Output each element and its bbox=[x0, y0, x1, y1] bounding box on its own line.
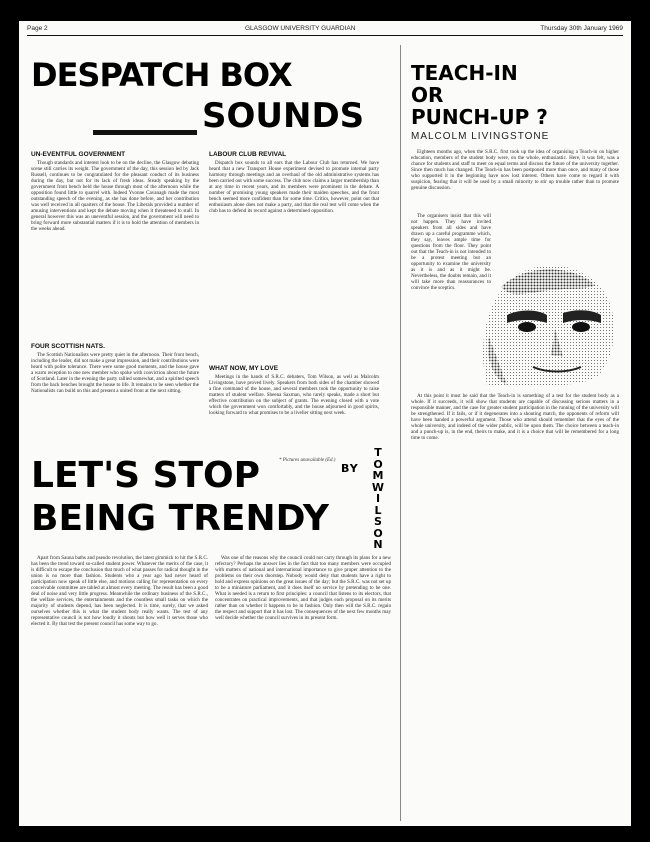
newspaper-page bbox=[19, 21, 631, 826]
byline-letter: L bbox=[374, 503, 382, 517]
article1-col1-body bbox=[31, 160, 199, 335]
article3-by-label: BY bbox=[341, 462, 359, 475]
byline-letter: I bbox=[375, 492, 381, 505]
teach-in-headline-line3: PUNCH-UP ? bbox=[411, 105, 548, 129]
column-divider bbox=[400, 45, 401, 821]
article2-intro-text: Eighteen months ago, when the S.R.C. first took up the idea of organising a Teach-in on higher education, members of the student body were, on the whole, enthusiastic. Here, it was felt, was a chance for students and staff to meet on equal terms and discuss the future of the university together. Since then much has changed. The Teach-in has been postponed more than once, and many of those who supported it in the beginning have now lost interest. Others have come to regard it with suspicion, fearing that it will be used by a small minority to stir up trouble rather than to promote genuine discussion. bbox=[411, 149, 619, 191]
article1-col1b-text: The Scottish Nationalists were pretty quiet in the afternoon. Their front bench, including the leader, did not make a great impression, and their contributions were heard with polite tolerance. There were some good moments, and the house gave a warm reception to one new member who spoke with conviction about the future of Scotland. Later in the evening the party rallied somewhat, and a spirited speech from the back benches brought the house to life. It remains to be seen whether the Nationalists can build on this and present a united front at the next sitting. bbox=[31, 352, 199, 394]
article1-col2-body bbox=[209, 160, 379, 360]
teach-in-headline-line2: OR bbox=[411, 83, 444, 107]
byline-letter: O bbox=[373, 457, 383, 471]
byline-letter: T bbox=[374, 446, 382, 459]
article1-col2b-text: Meetings in the hands of S.R.C. debaters, Tom Wilson, as well as Malcolm Livingstone, have proved lively. Speakers from both sides of the chamber showed a fine command of the house, and several members took the opportunity to raise matters of student welfare. Sheena Saxman, who rarely speaks, made a short but effective contribution on the subject of grants. The evening closed with a vote which the government won comfortably, and the house adjourned in good spirits, looking forward to what promises to be a livelier sitting next week. bbox=[209, 374, 379, 416]
article1-col1b-body bbox=[31, 352, 199, 437]
article1-col1-text: Though standards and interest look to be on the decline, the Glasgow debating scene still carries its weight. The government of the day, this session led by Jack Russell, continues to be congratulated for the pleasant conduct of its business during the day, but not for its lack of fresh ideas. Steady speaking by the government front bench held the house through most of the afternoon while the opposition found little to quarrel with. Indeed Yvonne Cavanagh made the most outstanding speech of the evening, as she has done before, and her contribution was well received in all quarters of the house. The Liberals provided a number of amusing interventions and kept the debate moving when it threatened to stall. In general however this was an uneventful session, and the government will need to bring forward more substantial matters if it is to hold the attention of members in the weeks ahead. bbox=[31, 160, 199, 232]
byline-letter: M bbox=[372, 469, 384, 482]
article1-col2-text: Dispatch box sounds to all ears that the Labour Club has returned. We have heard that a new Transport House experiment devised to promote internal party harmony through meetings and an overhaul of the old administrative systems has been carried out with some success. The club now claims a larger membership than at any time in recent years, and its members were prominent in the debate. A number of promising young speakers made their maiden speeches, and the front bench seemed more confident than for some time. Critics, however, point out that enthusiasm alone does not make a party, and that the real test will come when the club has to defend its record against a determined opposition. bbox=[209, 160, 379, 214]
article2-intro bbox=[411, 149, 619, 205]
article2-side-text: The organisers insist that this will not happen. They have invited speakers from all sides and have drawn up a careful programme which, they say, leaves ample time for questions from the floor. They point out that the Teach-in is not intended to be a protest meeting but an opportunity to examine the university as it is and as it might be. Nevertheless, the doubts remain, and it will take more than reassurances to convince the sceptics. bbox=[411, 213, 491, 291]
page-number: Page 2 bbox=[27, 25, 48, 32]
article3-col1-text: Apart from Sauna baths and pseudo revolution, the latest gimmick to hit the S.R.C. has been the trend toward so-called student power. Whatever the merits of the case, it is difficult to escape the conclusion that much of what passes for radical thought in the union is no more than fashion. Students who a year ago had never heard of participation now speak of little else, and motions calling for representation on every conceivable committee are tabled at almost every meeting. The result has been a good deal of noise and very little progress. Meanwhile the ordinary business of the S.R.C., the welfare services, the entertainments and the countless small tasks on which the majority of students depend, has been neglected. It is time, surely, that we asked ourselves whether this is what the student body really wants. The test of any representative council is not how loudly it shouts but how well it serves those who elected it. By that test the present council has some way to go. bbox=[31, 555, 208, 627]
article1-col1-subhead: UN-EVENTFUL GOVERNMENT bbox=[31, 151, 126, 158]
article3-col2-text: Was one of the reasons why the council could not carry through its plans for a new refectory? Perhaps the answer lies in the fact that too many members were occupied with matters of national and international importance to give proper attention to the problems on their own doorstep. Nobody would deny that students have a right to hold and express opinions on the great issues of the day; but the S.R.C. was not set up to be a miniature parliament, and it does itself no service by pretending to be one. What is needed is a return to first principles: a council that listens to its electors, that concentrates on practical improvements, and that judges each proposal on its merits rather than on whether it happens to be in fashion. Only then will the S.R.C. regain the respect and support that it has lost. The consequences of the next few months may well decide whether the council survives in its present form. bbox=[215, 555, 391, 621]
trendy-headline-line1: LET'S STOP bbox=[31, 455, 261, 496]
article2-main-text: At this point it must be said that the Teach-in is something of a test for the student body as a whole. If it succeeds, it will show that students are capable of discussing serious matters in a responsible manner, and the case for greater student participation in the running of the university will be strengthened. If it fails, or if it degenerates into a shouting match, the opponents of reform will have been handed a powerful argument. Those who attend should remember that the eyes of the whole university, and indeed of the wider public, will be upon them. The choice between a teach-in and a punch-up is, in the end, theirs to make, and it is a choice that will be remembered for a long time to come. bbox=[411, 393, 619, 441]
despatch-box-headline-line1: DESPATCH BOX bbox=[31, 56, 292, 94]
teach-in-headline-line1: TEACH-IN bbox=[411, 61, 518, 85]
paper-name: GLASGOW UNIVERSITY GUARDIAN bbox=[245, 25, 356, 32]
trendy-headline-line2: BEING TRENDY bbox=[31, 498, 329, 539]
portrait-halftone-image bbox=[467, 257, 623, 389]
article3-col2 bbox=[215, 555, 391, 823]
article1-col2b-body bbox=[209, 374, 379, 440]
byline-letter: N bbox=[373, 538, 383, 551]
pictures-caption: * Pictures unavailable (Ed.) bbox=[279, 458, 336, 463]
issue-date: Thursday 30th January 1969 bbox=[540, 25, 623, 32]
despatch-box-headline-line2: SOUNDS bbox=[202, 96, 365, 136]
byline-letter: W bbox=[371, 480, 385, 494]
article3-vertical-byline bbox=[371, 447, 385, 551]
article2-main-column bbox=[411, 393, 619, 821]
article1-col2b-subhead: WHAT NOW, MY LOVE bbox=[209, 365, 279, 372]
byline-letter: O bbox=[373, 526, 383, 540]
article2-byline: MALCOLM LIVINGSTONE bbox=[411, 131, 550, 142]
article1-col2-subhead: LABOUR CLUB REVIVAL bbox=[209, 151, 287, 158]
byline-letter: S bbox=[374, 515, 382, 528]
article3-col1 bbox=[31, 555, 208, 823]
article1-col1b-subhead: FOUR SCOTTISH NATS. bbox=[31, 343, 105, 350]
masthead-rule bbox=[27, 35, 623, 36]
headline-underline bbox=[93, 130, 197, 135]
